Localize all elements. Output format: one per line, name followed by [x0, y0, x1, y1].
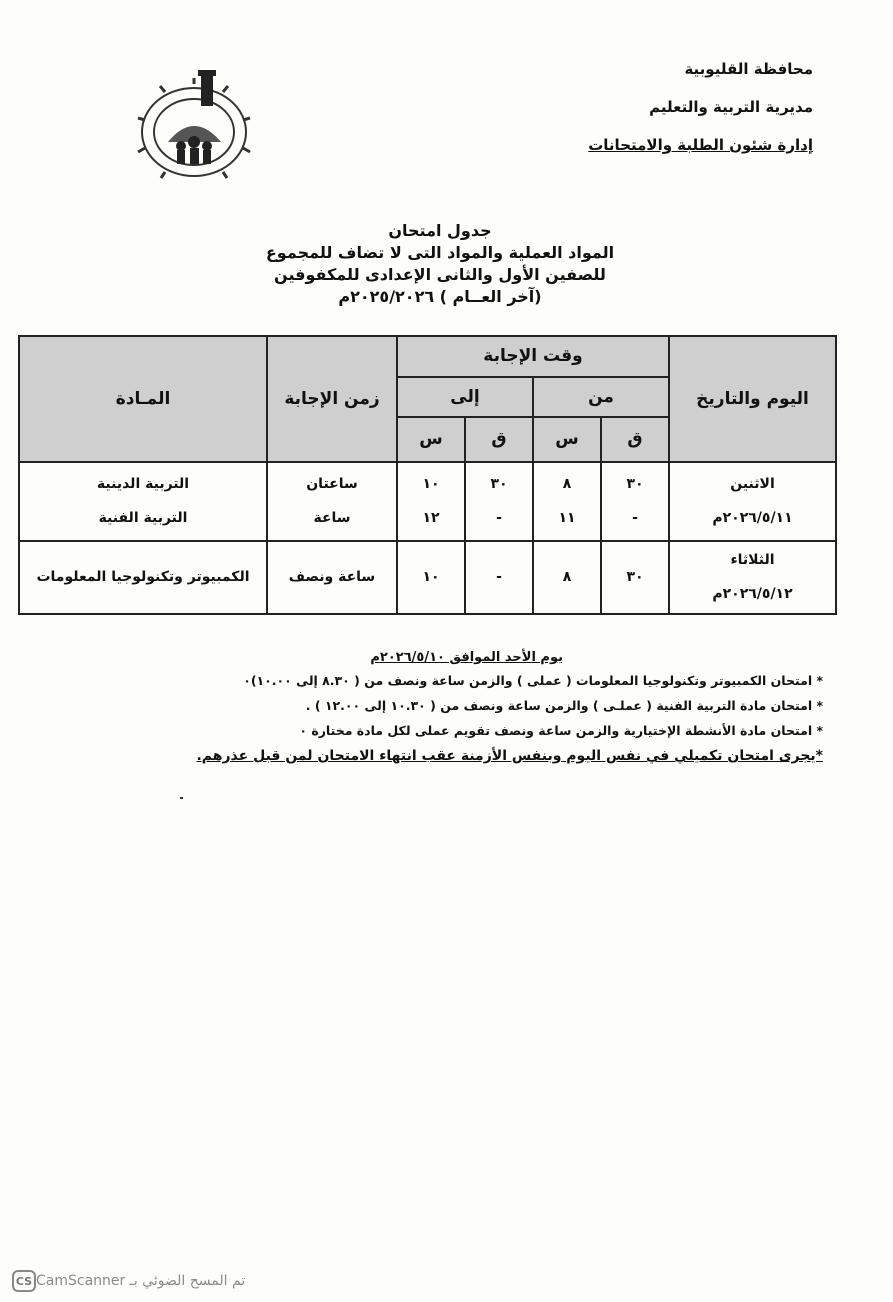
cell-value: التربية الدينية	[96, 476, 190, 493]
note-item: * امتحان مادة التربية الفنية ( عملـى ) والزمن ساعة ونصف من ( ١٠.٣٠ إلى ١٢.٠٠ ) .	[305, 698, 823, 713]
header-to-hours: س	[397, 417, 465, 462]
header-to-minutes: ق	[465, 417, 533, 462]
row-duration	[267, 462, 397, 541]
cell-value: -	[496, 510, 502, 527]
header-duration: زمن الإجابة	[267, 336, 397, 462]
cell-value: ساعة	[313, 510, 351, 527]
row-date: ٢٠٢٦/٥/١١م	[712, 510, 793, 527]
row-date: ٢٠٢٦/٥/١٢م	[712, 586, 793, 603]
supplementary-exam-note: *يجرى امتحان تكميلي في نفس اليوم وبنفس الأزمنة عقب انتهاء الامتحان لمن قبل عذرهم.	[196, 748, 823, 764]
header-from: من	[533, 377, 669, 418]
ministry-seal-icon	[133, 70, 255, 182]
row-to-hours: ١٠	[397, 541, 465, 614]
row-from-minutes: ٣٠	[601, 541, 669, 614]
header-from-minutes: ق	[601, 417, 669, 462]
governorate-label: محافظة القليوبية	[684, 60, 813, 78]
header-answer-time: وقت الإجابة	[397, 336, 669, 377]
row-day-date	[669, 462, 836, 541]
exam-schedule-table	[18, 335, 837, 615]
header-to: إلى	[397, 377, 533, 418]
row-day: الاثنين	[730, 476, 775, 493]
exam-notes	[63, 650, 823, 764]
camscanner-logo-icon: CS	[12, 1270, 36, 1292]
document-header	[588, 60, 813, 174]
cell-value: ٣٠	[626, 476, 644, 493]
row-duration: ساعة ونصف	[267, 541, 397, 614]
cell-value: التربية الفنية	[98, 510, 188, 527]
row-subject	[19, 462, 267, 541]
title-line-4: (آخر العــام ) ٢٠٢٥/٢٠٢٦م	[338, 287, 542, 306]
department-label: إدارة شئون الطلبة والامتحانات	[588, 136, 813, 154]
cell-value: ١١	[558, 510, 576, 527]
cell-value: ٨	[562, 476, 572, 493]
row-day: الثلاثاء	[730, 552, 775, 569]
title-line-3: للصفين الأول والثانى الإعدادى للمكفوفين	[274, 265, 606, 284]
header-day-date: اليوم والتاريخ	[669, 336, 836, 462]
row-from-hours	[533, 462, 601, 541]
exam-title	[250, 220, 630, 308]
row-to-minutes: -	[465, 541, 533, 614]
cell-value: -	[632, 510, 638, 527]
scanner-watermark	[6, 1268, 306, 1294]
row-from-hours: ٨	[533, 541, 601, 614]
row-to-minutes	[465, 462, 533, 541]
note-item: * امتحان الكمبيوتر وتكنولوجيا المعلومات ( عملى ) والزمن ساعة ونصف من ( ٨.٣٠ إلى ١٠.٠٠)٠	[243, 673, 823, 688]
title-line-1: جدول امتحان	[388, 221, 492, 240]
header-subject: المـادة	[19, 336, 267, 462]
directorate-label: مديرية التربية والتعليم	[649, 98, 813, 116]
notes-day-line: يوم الأحد الموافق ٢٠٢٦/٥/١٠م	[370, 650, 563, 665]
cell-value: ٣٠	[490, 476, 508, 493]
row-day-date	[669, 541, 836, 614]
cell-value: ساعتان	[306, 476, 358, 493]
note-item: * امتحان مادة الأنشطة الإختيارية والزمن ساعة ونصف تقويم عملى لكل مادة مختارة ٠	[299, 723, 823, 738]
title-line-2: المواد العملية والمواد التى لا تضاف للمجموع	[265, 243, 615, 262]
row-to-hours	[397, 462, 465, 541]
cell-value: ١٠	[422, 476, 440, 493]
stray-mark	[180, 797, 183, 799]
cell-value: ١٢	[422, 510, 440, 527]
row-subject: الكمبيوتر وتكنولوجيا المعلومات	[19, 541, 267, 614]
watermark-text: تم المسح الضوئي بـ CamScanner	[36, 1273, 246, 1289]
table-row	[19, 462, 836, 541]
header-from-hours: س	[533, 417, 601, 462]
row-from-minutes	[601, 462, 669, 541]
table-row	[19, 541, 836, 614]
